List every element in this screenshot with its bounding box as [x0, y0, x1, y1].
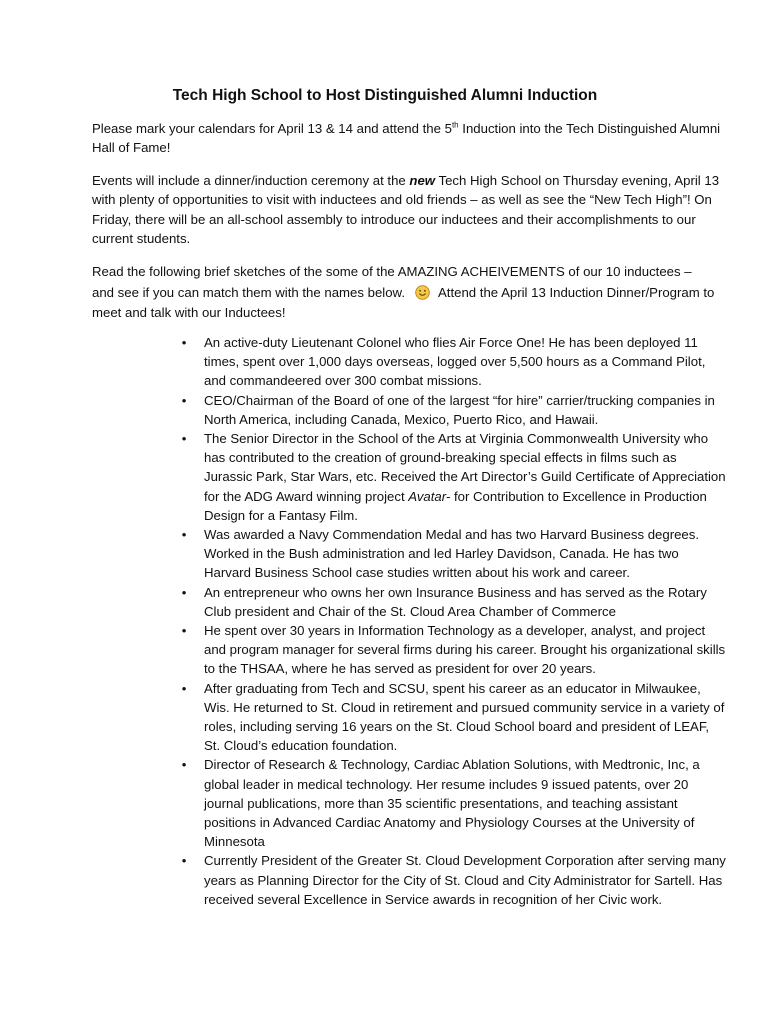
bullet-icon: •: [181, 584, 187, 600]
list-item-text: He spent over 30 years in Information Technology as a developer, analyst, and project and program manager for several firms during his career. Brought his organizational skills to the THSAA, where he has served as president for over 20 years.: [204, 623, 726, 677]
events-text-a: Events will include a dinner/induction ceremony at the: [92, 173, 410, 188]
bullet-icon: •: [181, 757, 187, 773]
sketches-paragraph: [92, 262, 722, 322]
sketches-text-line1: Read the following brief sketches of the some of the AMAZING ACHEIVEMENTS of our 10 inductees –: [92, 264, 692, 279]
sketches-row2: [92, 283, 722, 322]
sketches-text-a: and see if you can match them with the names below.: [92, 285, 406, 301]
page-title: Tech High School to Host Distinguished Alumni Induction: [172, 87, 598, 104]
list-item-text: An entrepreneur who owns her own Insurance Business and has served as the Rotary Club president and Chair of the St. Cloud Area Chamber of Commerce: [204, 584, 707, 619]
list-item-text: After graduating from Tech and SCSU, spent his career as an educator in Milwaukee, Wis. He returned to St. Cloud in retirement and pursued community service in a variety of roles, including serving 16 years on the St. Cloud School board and president of LEAF, St. Cloud’s education foundation.: [204, 680, 725, 754]
intro-text-b: Induction into the Tech Distinguished Alumni Hall of Fame!: [92, 121, 721, 156]
list-item-emphasis: Avatar-: [408, 488, 451, 504]
list-item: [178, 851, 726, 909]
list-item: [178, 583, 726, 621]
list-item: [178, 755, 726, 851]
list-item-text-tail: for Contribution to Excellence in Production Design for a Fantasy Film.: [204, 488, 707, 523]
bullet-icon: •: [181, 431, 187, 447]
smiley-face-icon: [415, 285, 430, 300]
bullet-icon: •: [181, 527, 187, 543]
events-emphasis: new: [409, 173, 436, 188]
list-item-text: Director of Research & Technology, Cardiac Ablation Solutions, with Medtronic, Inc, a global leader in medical technology. Her resume includes 9 issued patents, over 20 journal publications, more than 35 scientific presentations, and teaching assistant positions in Advanced Cardiac Anatomy and Physiology Courses at the University of Minnesota: [204, 757, 700, 850]
list-item: [178, 621, 726, 679]
list-item: [178, 333, 726, 391]
list-item-text: The Senior Director in the School of the Arts at Virginia Commonwealth University who has contributed to the creation of ground-breaking special effects in films such as Jurassic Park, Star Wars, etc. Received the Art Director’s Guild Certificate of Appreciation for the ADG Award winning project: [204, 431, 726, 504]
list-item: [178, 429, 726, 525]
list-item: [178, 679, 726, 756]
bullet-icon: •: [181, 392, 187, 408]
bullet-icon: •: [181, 335, 187, 350]
ordinal-suffix: th: [451, 120, 459, 130]
bullet-icon: •: [181, 680, 187, 696]
events-text-b: Tech High School on Thursday evening, April 13 with plenty of opportunities to visit with inductees and old friends – as well as see the “New Tech High”! On Friday, there will be an all-school assembly to introduce our inductees and their accomplishments to our current students.: [92, 173, 720, 246]
bullet-icon: •: [181, 623, 187, 639]
events-paragraph: [92, 171, 722, 248]
inductee-list: [178, 333, 726, 909]
list-item: [178, 391, 726, 429]
sketches-text-b: Attend the April 13 Induction Dinner/Program to meet and talk with our Inductees!: [92, 285, 715, 320]
list-item-text: Was awarded a Navy Commendation Medal and has two Harvard Business degrees. Worked in the Bush administration and led Harley Davidson, Canada. He has two Harvard Business School case studies written about his work and career.: [204, 527, 700, 581]
intro-paragraph: [92, 119, 722, 158]
list-item-text: An active-duty Lieutenant Colonel who flies Air Force One! He has been deployed 11 times, spent over 1,000 days overseas, logged over 5,500 hours as a Command Pilot, and commandeered over 300 combat missions.: [204, 335, 706, 389]
intro-text-a: Please mark your calendars for April 13 & 14 and attend the 5: [92, 121, 452, 136]
list-item: [178, 525, 726, 583]
bullet-icon: •: [181, 853, 187, 869]
list-item-text: CEO/Chairman of the Board of one of the largest “for hire” carrier/trucking companies in North America, including Canada, Mexico, Puerto Rico, and Hawaii.: [204, 392, 715, 427]
list-item-text: Currently President of the Greater St. Cloud Development Corporation after serving many years as Planning Director for the City of St. Cloud and City Administrator for Sartell. Has received several Excellence in Service awards in recognition of her Civic work.: [204, 853, 726, 907]
